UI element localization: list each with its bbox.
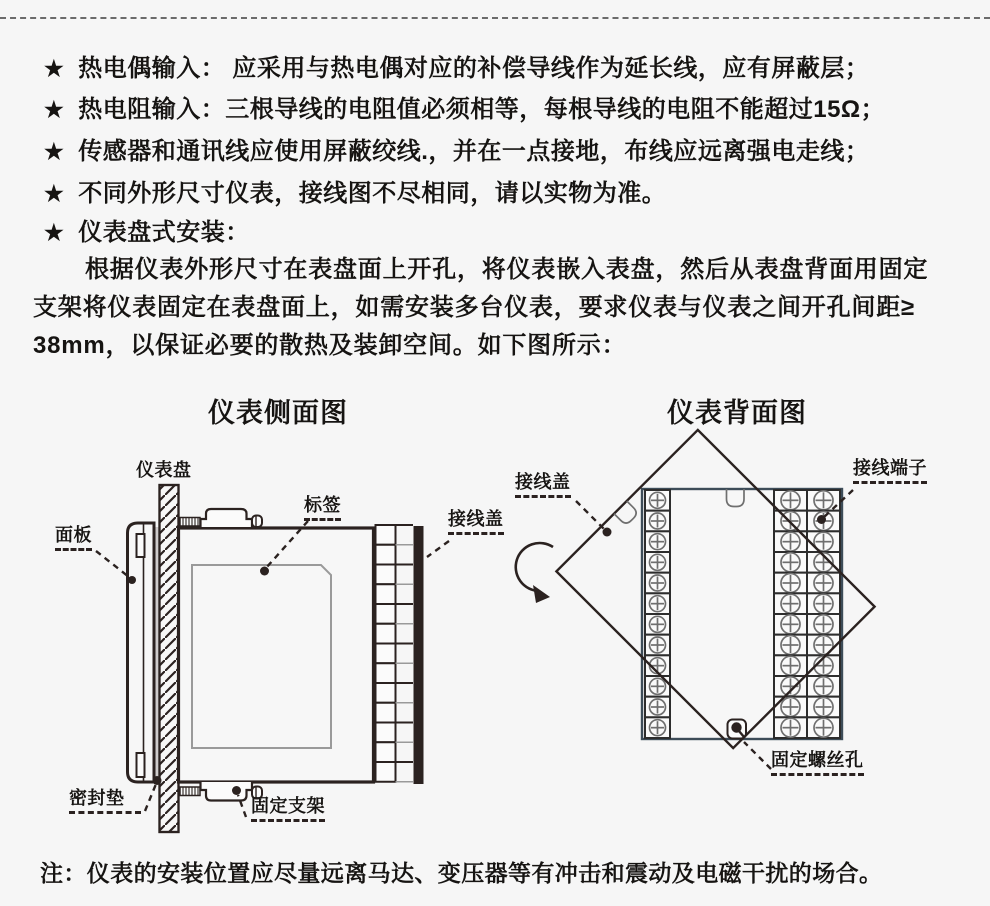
label-terminal-cover-side: 接线盖 <box>448 510 504 535</box>
rotation-arrowhead-icon <box>533 585 550 603</box>
mounting-bracket-top <box>201 509 253 527</box>
paragraph-line: 支架将仪表固定在表盘面上，如需安装多台仪表，要求仪表与仪表之间开孔间距≥ <box>33 294 915 321</box>
instrument-body <box>179 528 374 782</box>
bezel-clip <box>137 534 145 557</box>
side-terminal-block <box>376 525 414 782</box>
bullet-text: 仪表盘式安装： <box>78 219 250 246</box>
star-bullet-icon: ★ <box>44 220 65 245</box>
terminal-cell <box>376 545 396 565</box>
paragraph-line: 38mm，以保证必要的散热及装卸空间。如下图所示： <box>33 332 627 359</box>
cover-leader <box>576 501 604 529</box>
bullet-text: 不同外形尺寸仪表，接线图不尽相同，请以实物为准。 <box>78 180 667 207</box>
bullet-text: 传感器和通讯线应使用屏蔽绞线.，并在一点接地，布线应远离强电走线； <box>78 138 870 165</box>
installation-note: 注：仪表的安装位置应尽量远离马达、变压器等有冲击和震动及电磁干扰的场合。 <box>40 860 883 886</box>
star-bullet-icon: ★ <box>44 97 65 122</box>
terminal-cover-bar <box>414 526 424 784</box>
star-bullet-icon: ★ <box>44 139 65 164</box>
star-bullet-icon: ★ <box>44 181 65 206</box>
terminal-cell <box>376 723 396 743</box>
bezel-clip <box>137 753 145 777</box>
terminal-cell <box>376 624 396 644</box>
cover-tab <box>614 501 639 526</box>
side-view-title: 仪表侧面图 <box>208 398 348 428</box>
front-bezel <box>128 523 155 782</box>
terminal-cell <box>376 644 396 664</box>
label-panel-board: 仪表盘 <box>136 460 192 480</box>
gasket-leader <box>145 784 156 811</box>
terminal-cell <box>376 565 396 585</box>
terminal-cell <box>376 604 396 624</box>
panel-board-hatch-lines <box>160 485 179 832</box>
terminal-cell <box>376 742 396 762</box>
terminal-cell <box>376 683 396 703</box>
terminal-cell <box>376 663 396 683</box>
bullet-text: 热电阻输入：三根导线的电阻值必须相等，每根导线的电阻不能超过15Ω； <box>78 96 886 123</box>
label-gasket: 密封垫 <box>69 789 141 814</box>
terminal-cell <box>376 525 396 545</box>
front-panel-leader <box>96 551 129 577</box>
star-bullet-icon: ★ <box>44 56 65 81</box>
terminal-cell <box>376 703 396 723</box>
rotation-arrow-icon <box>516 543 553 591</box>
terminal-cell <box>376 584 396 604</box>
mounting-bracket-bottom <box>201 782 253 801</box>
terminal-cell <box>376 762 396 782</box>
label-terminals: 接线端子 <box>853 459 927 484</box>
side-view-diagram <box>96 485 449 832</box>
screw-hole-leader <box>744 742 771 769</box>
terminal-cover-leader <box>427 541 449 557</box>
label-bracket: 固定支架 <box>251 797 325 822</box>
back-view-title: 仪表背面图 <box>667 398 807 428</box>
paragraph-line: 根据仪表外形尺寸在表盘面上开孔，将仪表嵌入表盘，然后从表盘背面用固定 <box>85 256 929 283</box>
bullet-text: 热电偶输入： 应采用与热电偶对应的补偿导线作为延长线，应有屏蔽层； <box>78 55 870 82</box>
bracket-screw-head-top <box>252 516 262 528</box>
label-screw-hole: 固定螺丝孔 <box>771 751 864 776</box>
label-tag: 标签 <box>304 496 341 521</box>
label-terminal-cover-back: 接线盖 <box>515 473 571 498</box>
label-front-panel: 面板 <box>55 526 92 551</box>
